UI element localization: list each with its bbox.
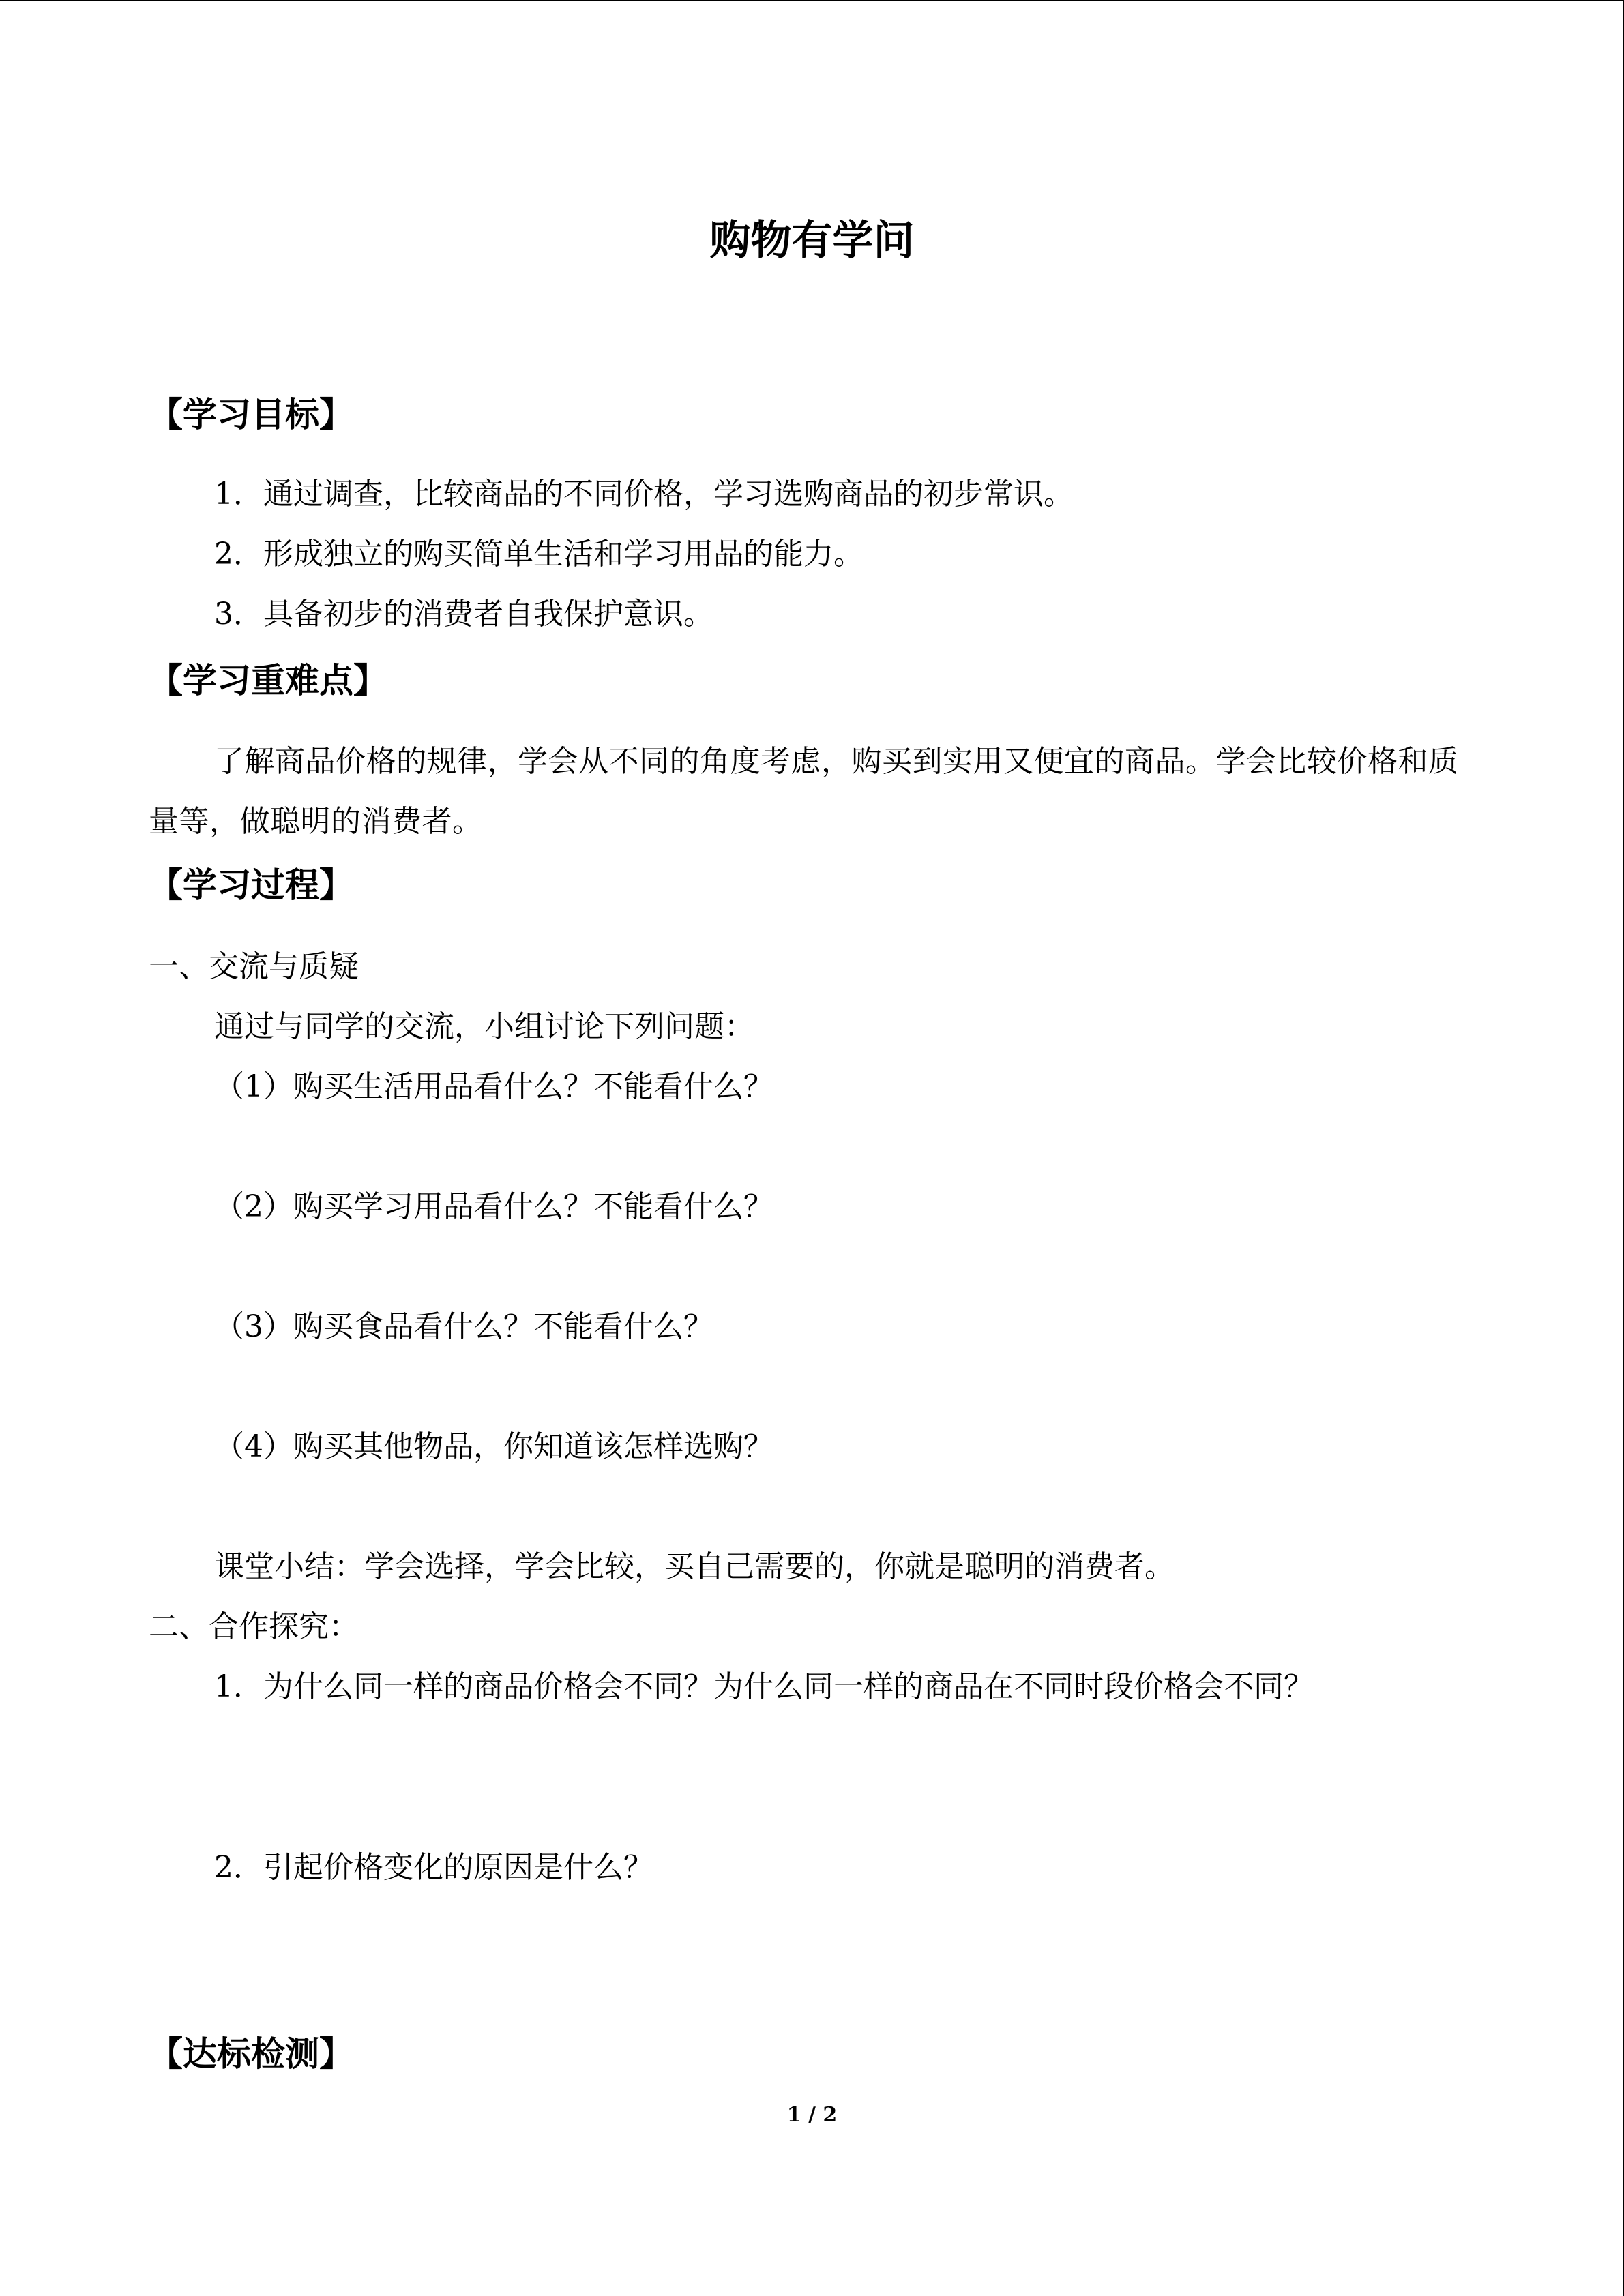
process-part1-intro: 通过与同学的交流，小组讨论下列问题： (214, 1009, 754, 1044)
explore-question-2: 2．引起价格变化的原因是什么？ (214, 1850, 653, 1885)
section-heading-process: 【学习过程】 (149, 865, 353, 905)
process-question-2: （2）购买学习用品看什么？不能看什么？ (214, 1189, 773, 1224)
page-number: 1 / 2 (786, 2103, 838, 2127)
process-part1-title: 一、交流与质疑 (149, 949, 359, 984)
section-heading-goals: 【学习目标】 (149, 395, 353, 434)
page-border-top (0, 0, 1624, 1)
process-summary: 课堂小结：学会选择，学会比较，买自己需要的，你就是聪明的消费者。 (214, 1549, 1175, 1584)
goal-item-3: 3．具备初步的消费者自我保护意识。 (214, 597, 713, 631)
goal-item-2: 2．形成独立的购买简单生活和学习用品的能力。 (214, 537, 863, 571)
document-title: 购物有学问 (709, 217, 915, 265)
explore-question-1: 1．为什么同一样的商品价格会不同？为什么同一样的商品在不同时段价格会不同？ (214, 1669, 1314, 1704)
section-heading-key-points: 【学习重难点】 (149, 661, 387, 700)
goal-item-1: 1．通过调查，比较商品的不同价格，学习选购商品的初步常识。 (214, 477, 1074, 511)
section-heading-assessment: 【达标检测】 (149, 2034, 353, 2074)
process-question-3: （3）购买食品看什么？不能看什么？ (214, 1309, 713, 1344)
key-points-paragraph: 了解商品价格的规律，学会从不同的角度考虑，购买到实用又便宜的商品。学会比较价格和质量等，做聪明的消费者。 (149, 744, 1459, 839)
process-question-1: （1）购买生活用品看什么？不能看什么？ (214, 1069, 773, 1104)
process-question-4: （4）购买其他物品，你知道该怎样选购？ (214, 1429, 773, 1464)
process-part2-title: 二、合作探究： (149, 1609, 359, 1644)
